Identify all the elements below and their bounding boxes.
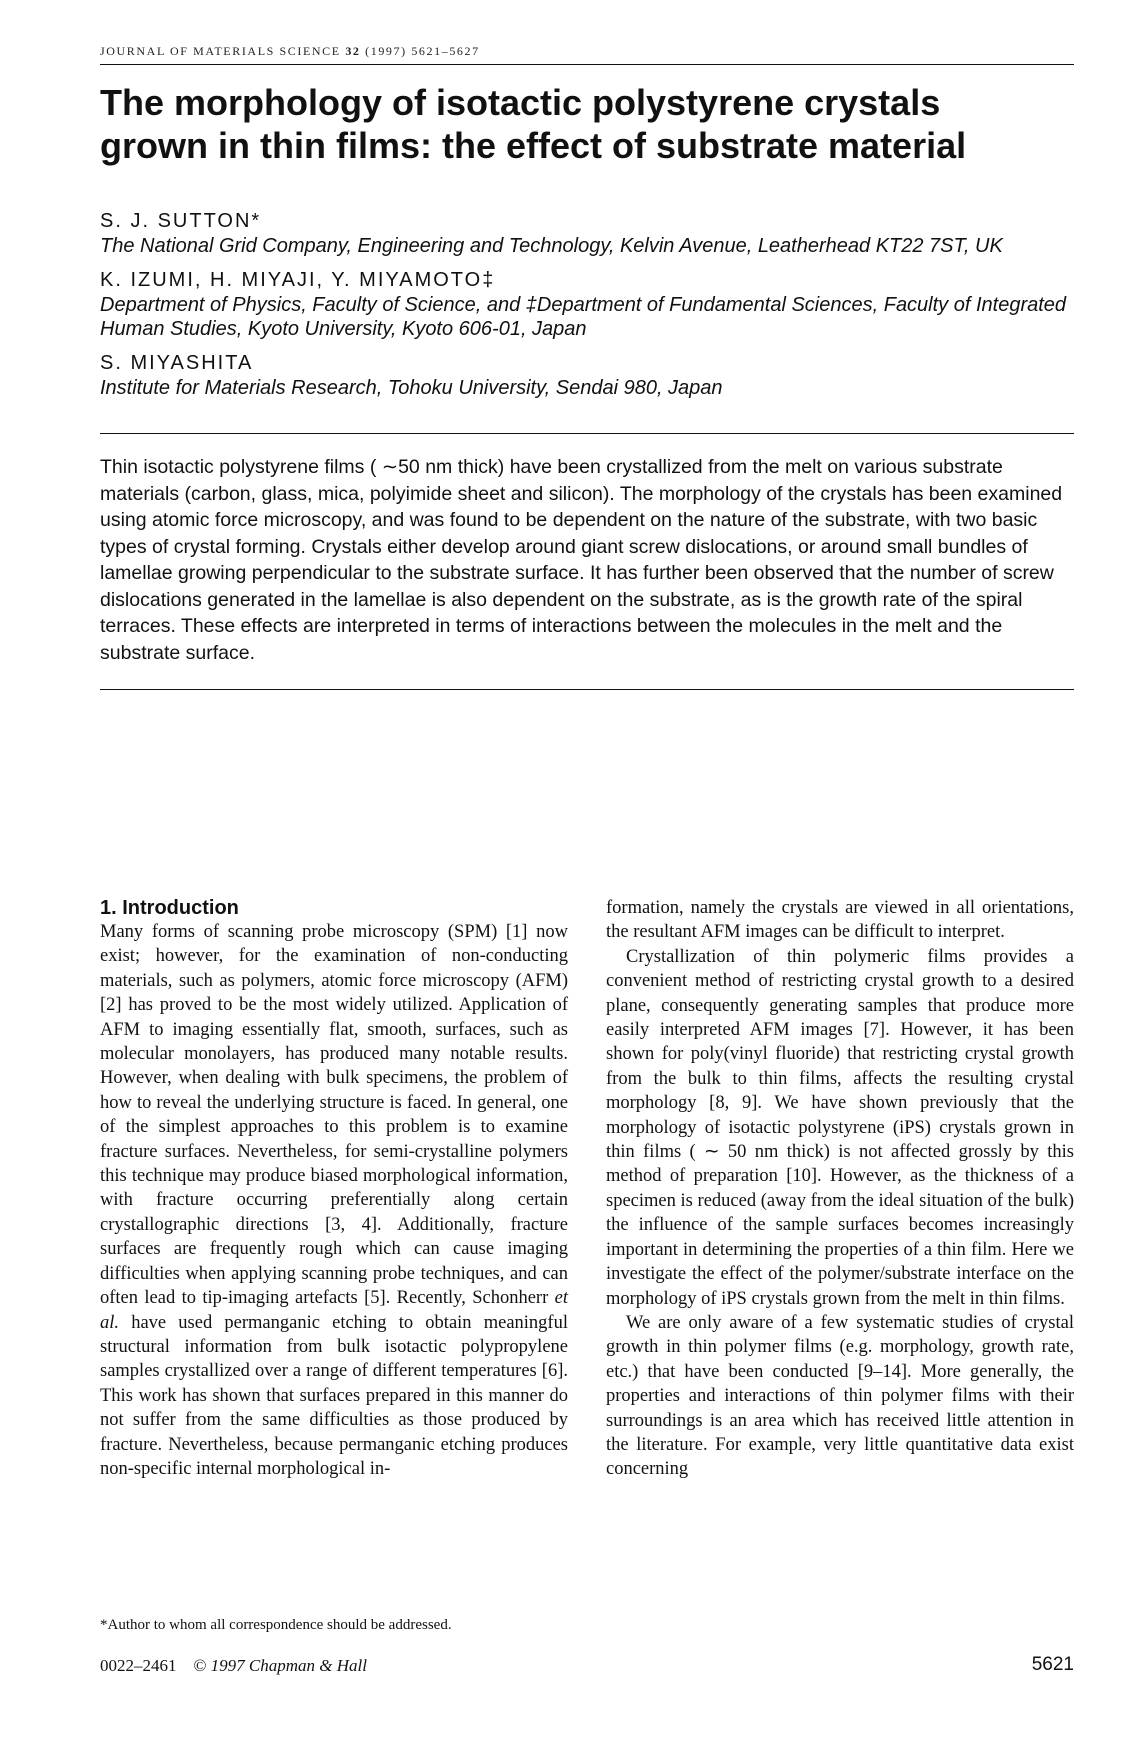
right-column <box>606 896 1074 1482</box>
paragraph-text-b: have used permanganic etching to obtain meaningful structural information from bulk isotactic polypropylene samples crystallized over a range of different temperatures [6]. This work has shown that surfaces prepared in this manner do not suffer from the same difficulties as those produced by fracture. Nevertheless, because permanganic etching produces non-specific internal morphological in- <box>100 1312 568 1479</box>
author-block <box>100 351 1074 400</box>
journal-year-pages: (1997) 5621–5627 <box>365 44 480 58</box>
footnote: *Author to whom all correspondence should be addressed. <box>100 1617 452 1633</box>
author-block <box>100 268 1074 341</box>
author-affiliation: Department of Physics, Faculty of Science, and ‡Department of Fundamental Sciences, Faculty of Integrated Human Studies, Kyoto University, Kyoto 606-01, Japan <box>100 294 1067 340</box>
article-title <box>100 81 1074 167</box>
paper-page <box>100 44 1074 1675</box>
issn: 0022–2461 <box>100 1656 177 1675</box>
body-paragraph <box>100 920 568 1481</box>
abstract: Thin isotactic polystyrene films ( ∼50 nm thick) have been crystallized from the melt on various substrate materials (carbon, glass, mica, polyimide sheet and silicon). The morphology of the crystals has been examined using atomic force microscopy, and was found to be dependent on the nature of the substrate, with two basic types of crystal forming. Crystals either develop around giant screw dislocations, or around small bundles of lamellae growing perpendicular to the substrate surface. It has further been observed that the number of screw dislocations generated in the lamellae is also dependent on the substrate, as is the growth rate of the spiral terraces. These effects are interpreted in terms of interactions between the molecules in the melt and the substrate surface. <box>100 456 1063 664</box>
abstract-rule-bottom <box>100 689 1074 690</box>
body-paragraph: formation, namely the crystals are viewed in all orientations, the resultant AFM images can be difficult to interpret. <box>606 898 1074 943</box>
body-columns <box>100 896 1074 1482</box>
author-affiliation: The National Grid Company, Engineering and Technology, Kelvin Avenue, Leatherhead KT22 7ST, UK <box>100 235 1003 257</box>
body-paragraph: Crystallization of thin polymeric films provides a convenient method of restricting crystal growth to a desired plane, consequently generating samples that produce more easily interpreted AFM images [7]. However, it has been shown for poly(vinyl fluoride) that restricting crystal growth from the bulk to thin films, affects the resulting crystal morphology [8, 9]. We have shown previously that the morphology of isotactic polystyrene (iPS) crystals grown in thin films ( ∼ 50 nm thick) is not affected grossly by this method of preparation [10]. However, as the thickness of a specimen is reduced (away from the ideal situation of the bulk) the influence of the sample surfaces becomes increasingly important in determining the properties of a thin film. Here we investigate the effect of the polymer/substrate interface on the morphology of iPS crystals grown from the melt in thin films. <box>606 946 1074 1309</box>
author-block <box>100 209 1074 258</box>
publisher: 1997 Chapman & Hall <box>210 1656 367 1675</box>
title-line-2: grown in thin films: the effect of substrate material <box>100 125 967 166</box>
author-affiliation: Institute for Materials Research, Tohoku University, Sendai 980, Japan <box>100 377 723 399</box>
header-rule <box>100 64 1074 65</box>
page-footer <box>100 1656 1074 1676</box>
author-name: S. J. SUTTON* <box>100 210 262 232</box>
journal-volume: 32 <box>345 44 361 58</box>
journal-header <box>100 44 1074 59</box>
body-paragraph: We are only aware of a few systematic studies of crystal growth in thin polymer films (e.g. morphology, growth rate, etc.) that have been conducted [9–14]. More generally, the properties and interactions of thin polymer films with their surroundings is an area which has received little attention in the literature. For example, very little quantitative data exist concerning <box>606 1312 1074 1480</box>
page-number: 5621 <box>1031 1654 1074 1675</box>
author-list <box>100 209 1074 400</box>
author-name: S. MIYASHITA <box>100 352 254 374</box>
author-name: K. IZUMI, H. MIYAJI, Y. MIYAMOTO‡ <box>100 269 496 291</box>
left-column <box>100 896 568 1482</box>
paragraph-text-a: Many forms of scanning probe microscopy (SPM) [1] now exist; however, for the examination of non-conducting materials, such as polymers, atomic force microscopy (AFM) [2] has proved to be the most widely utilized. Application of AFM to imaging essentially flat, smooth, surfaces, such as molecular monolayers, has produced many notable results. However, when dealing with bulk specimens, the problem of how to reveal the underlying structure is faced. In general, one of the simplest approaches to this problem is to examine fracture surfaces. Nevertheless, for semi-crystalline polymers this technique may produce biased morphological information, with fracture occurring preferentially along certain crystallographic directions [3, 4]. Additionally, fracture surfaces are frequently rough which can cause imaging difficulties when applying scanning probe techniques, and can often lead to tip-imaging artefacts [5]. Recently, Schonherr <box>100 922 568 1309</box>
journal-name: JOURNAL OF MATERIALS SCIENCE <box>100 44 341 58</box>
title-line-1: The morphology of isotactic polystyrene crystals <box>100 82 941 123</box>
section-heading: 1. Introduction <box>100 897 239 919</box>
et-al: et al. <box>100 1288 568 1333</box>
copyright-symbol: © <box>193 1656 207 1675</box>
